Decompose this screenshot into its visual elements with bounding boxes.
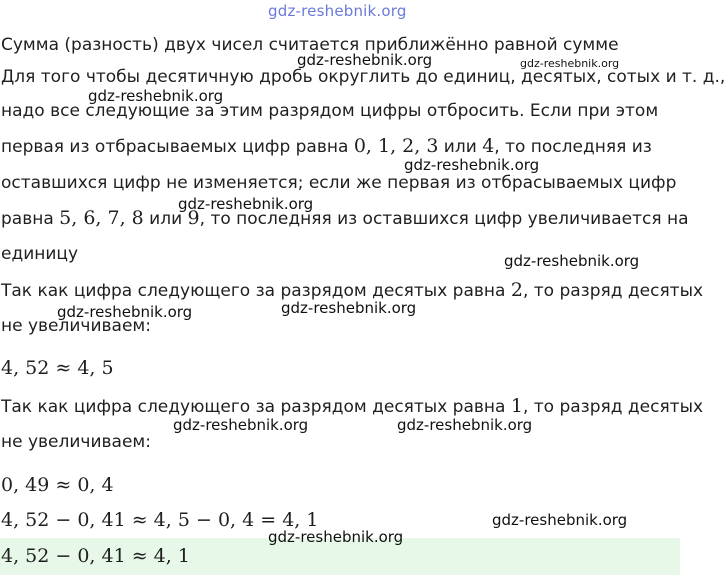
step2-line-1 [1, 396, 703, 417]
watermark: gdz-reshebnik.org [173, 416, 309, 434]
answer-formula: 4, 52 − 0, 41 ≈ 4, 1 [1, 545, 190, 567]
calc-formula: 4, 52 − 0, 41 ≈ 4, 5 − 0, 4 = 4, 1 [1, 509, 319, 531]
step1-formula: 4, 52 ≈ 4, 5 [1, 357, 114, 379]
digits-5-8: 5, 6, 7, 8 [59, 207, 144, 229]
intro-line-6-text: равна [1, 209, 60, 229]
step1-text-end: , то разряд десятых [522, 281, 704, 301]
watermark: gdz-reshebnik.org [492, 511, 628, 529]
digit-9: 9 [187, 207, 200, 229]
step1-line-1 [1, 280, 703, 301]
intro-line-5: оставшихся цифр не изменяется; если же первая из отбрасываемых цифр [1, 173, 677, 193]
step1-line-2: не увеличиваем: [1, 316, 151, 336]
intro-line-1: Сумма (разность) двух чисел считается приближённо равной сумме [1, 35, 619, 55]
watermark: gdz-reshebnik.org [504, 252, 640, 270]
intro-line-4-end: , то последняя из [494, 137, 652, 157]
step2-formula: 0, 49 ≈ 0, 4 [1, 474, 114, 496]
watermark: gdz-reshebnik.org [281, 299, 417, 317]
watermark: gdz-reshebnik.org [178, 195, 314, 213]
watermark: gdz-reshebnik.org [520, 57, 620, 70]
step1-text: Так как цифра следующего за разрядом десятых равна [1, 281, 511, 301]
digit-4: 4 [482, 135, 495, 157]
step1-digit: 2 [510, 279, 523, 301]
intro-or: или [438, 137, 483, 157]
intro-line-7: единицу [1, 244, 79, 264]
step2-digit: 1 [510, 395, 523, 417]
intro-line-4-text: первая из отбрасываемых цифр равна [1, 137, 354, 157]
watermark: gdz-reshebnik.org [268, 528, 404, 546]
digits-0-4: 0, 1, 2, 3 [353, 135, 439, 157]
intro-or-2: или [143, 209, 188, 229]
watermark: gdz-reshebnik.org [297, 51, 433, 69]
intro-line-3: надо все следующие за этим разрядом цифры отбросить. Если при этом [1, 101, 659, 121]
watermark: gdz-reshebnik.org [88, 87, 224, 105]
intro-line-6-end: , то последняя из оставшихся цифр увеличивается на [199, 209, 689, 229]
watermark: gdz-reshebnik.org [57, 303, 193, 321]
intro-line-2: Для того чтобы десятичную дробь округлить до единиц, десятых, сотых и т. д., [1, 67, 725, 87]
step2-text: Так как цифра следующего за разрядом десятых равна [1, 397, 511, 417]
watermark-top: gdz-reshebnik.org [268, 2, 407, 20]
watermark: gdz-reshebnik.org [397, 416, 533, 434]
watermark: gdz-reshebnik.org [404, 156, 540, 174]
step2-text-end: , то разряд десятых [522, 397, 704, 417]
intro-line-4 [1, 136, 652, 157]
intro-line-6 [1, 208, 689, 229]
step2-line-2: не увеличиваем: [1, 432, 151, 452]
